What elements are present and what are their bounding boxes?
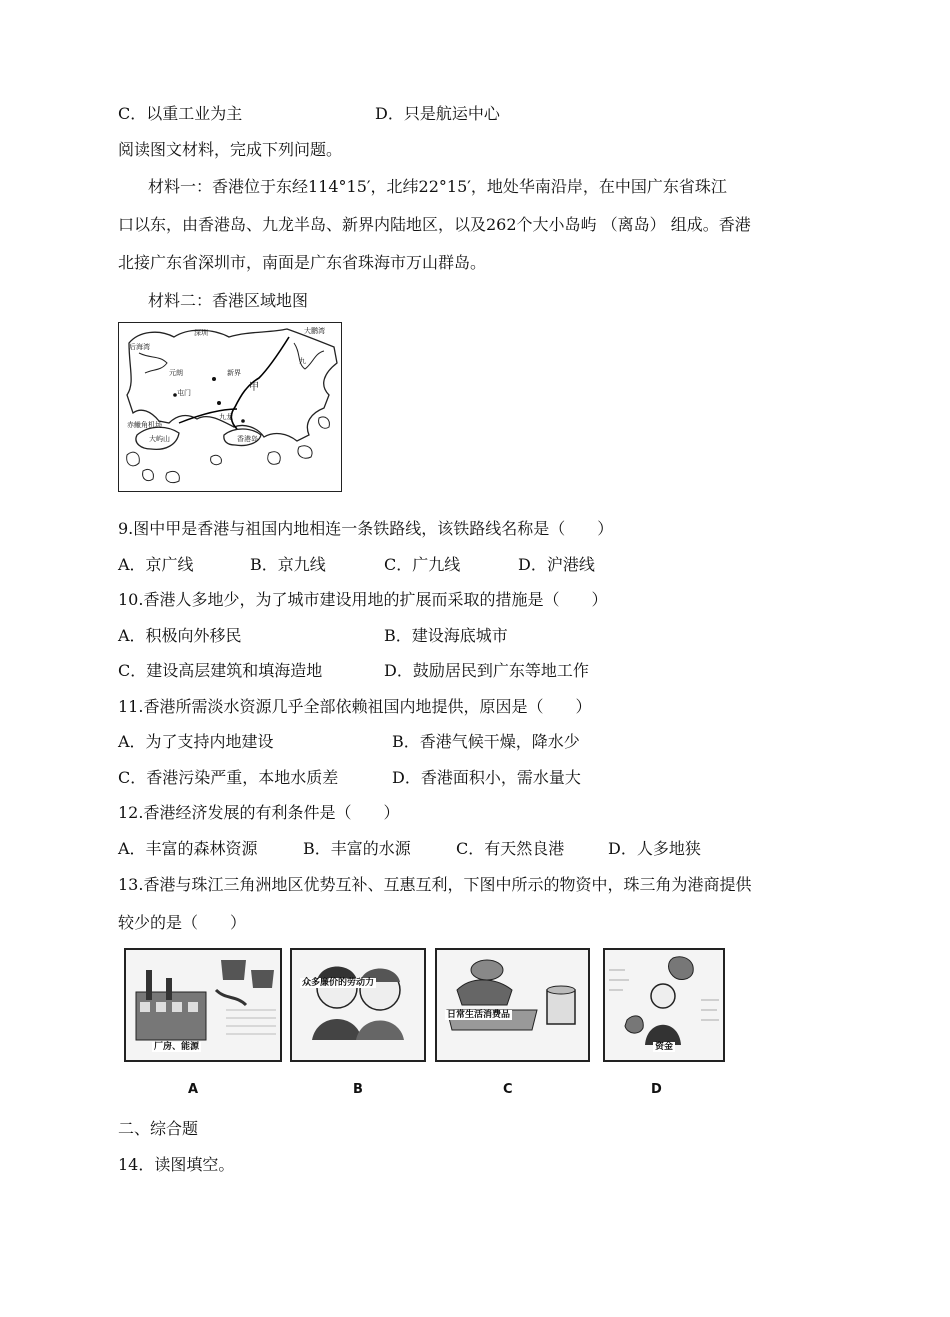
picture-b-labor <box>290 948 426 1062</box>
map-label-shenzhen: 深圳 <box>194 329 208 337</box>
map-label-jia: 甲 <box>249 382 259 393</box>
picture-a-factory-energy <box>124 948 282 1062</box>
question-11-stem: 11.香港所需淡水资源几乎全部依赖祖国内地提供，原因是（ ） <box>118 697 592 716</box>
factory-illustration <box>126 950 280 1060</box>
question-13-stem-line1: 13.香港与珠江三角洲地区优势互补、互惠互利，下图中所示的物资中，珠三角为港商提供 <box>118 875 752 894</box>
question-12-option-d: D．人多地狭 <box>608 839 701 858</box>
picture-d-caption: 资金 <box>655 1042 674 1052</box>
question-11-option-a: A．为了支持内地建设 <box>118 732 274 751</box>
question-10-option-a: A．积极向外移民 <box>118 626 242 645</box>
question-12-stem: 12.香港经济发展的有利条件是（ ） <box>118 803 400 822</box>
material1-line1: 材料一：香港位于东经114°15′，北纬22°15′，地处华南沿岸，在中国广东省珠江 <box>148 177 727 196</box>
goods-illustration <box>437 950 588 1060</box>
question-10-stem: 10.香港人多地少，为了城市建设用地的扩展而采取的措施是（ ） <box>118 590 608 609</box>
map-label-airport: 赤鱲角机场 <box>127 421 162 429</box>
section-2-heading: 二、综合题 <box>118 1119 199 1138</box>
picture-a-letter: A <box>188 1082 199 1097</box>
option-c-heavy-industry: C．以重工业为主 <box>118 104 243 123</box>
picture-b-caption: 众多廉价的劳动力 <box>302 978 375 988</box>
material1-line3: 北接广东省深圳市，南面是广东省珠海市万山群岛。 <box>118 253 487 272</box>
question-10-option-c: C．建设高层建筑和填海造地 <box>118 661 323 680</box>
question-9-option-c: C．广九线 <box>384 555 461 574</box>
map-label-houhai-bay: 后海湾 <box>129 343 150 351</box>
picture-a-caption: 厂房、能源 <box>154 1042 200 1052</box>
question-9-option-d: D．沪港线 <box>518 555 595 574</box>
question-10-option-b: B．建设海底城市 <box>384 626 508 645</box>
map-label-hongkong-island: 香港岛 <box>237 435 258 443</box>
workers-illustration <box>292 950 424 1060</box>
question-13-stem-line2: 较少的是（ ） <box>118 913 247 932</box>
map-label-jiulong: 九龙 <box>219 413 233 421</box>
question-9-option-a: A．京广线 <box>118 555 194 574</box>
picture-d-capital <box>603 948 725 1062</box>
picture-b-letter: B <box>353 1082 363 1097</box>
question-9-option-b: B．京九线 <box>250 555 326 574</box>
option-d-shipping-center: D．只是航运中心 <box>375 104 500 123</box>
picture-c-letter: C <box>503 1082 513 1097</box>
map-label-yuanlang: 元朗 <box>169 369 183 377</box>
picture-c-consumer-goods <box>435 948 590 1062</box>
question-11-option-c: C．香港污染严重，本地水质差 <box>118 768 339 787</box>
question-12-option-a: A．丰富的森林资源 <box>118 839 258 858</box>
map-label-xinjie: 新界 <box>227 369 241 377</box>
material1-line2: 口以东，由香港岛、九龙半岛、新界内陆地区，以及262个大小岛屿 （离岛） 组成。香港 <box>118 215 751 234</box>
material2-caption: 材料二：香港区域地图 <box>148 291 309 310</box>
question-11-option-d: D．香港面积小，需水量大 <box>392 768 581 787</box>
map-label-nine: 九 <box>299 357 306 365</box>
picture-c-caption: 日常生活消费品 <box>447 1010 511 1020</box>
question-9-stem: 9.图中甲是香港与祖国内地相连一条铁路线，该铁路线名称是（ ） <box>118 519 614 538</box>
map-label-tunmen: 屯门 <box>177 389 191 397</box>
instruction: 阅读图文材料，完成下列问题。 <box>118 140 343 159</box>
question-11-option-b: B．香港气候干燥，降水少 <box>392 732 580 751</box>
hong-kong-map <box>118 322 342 492</box>
question-14-stem: 14．读图填空。 <box>118 1155 235 1174</box>
question-12-option-c: C．有天然良港 <box>456 839 565 858</box>
picture-d-letter: D <box>651 1082 662 1097</box>
question-12-option-b: B．丰富的水源 <box>303 839 411 858</box>
question-10-option-d: D．鼓励居民到广东等地工作 <box>384 661 589 680</box>
map-label-dapeng-bay: 大鹏湾 <box>304 327 325 335</box>
map-drawing <box>119 323 342 492</box>
map-label-lantau: 大屿山 <box>149 435 170 443</box>
